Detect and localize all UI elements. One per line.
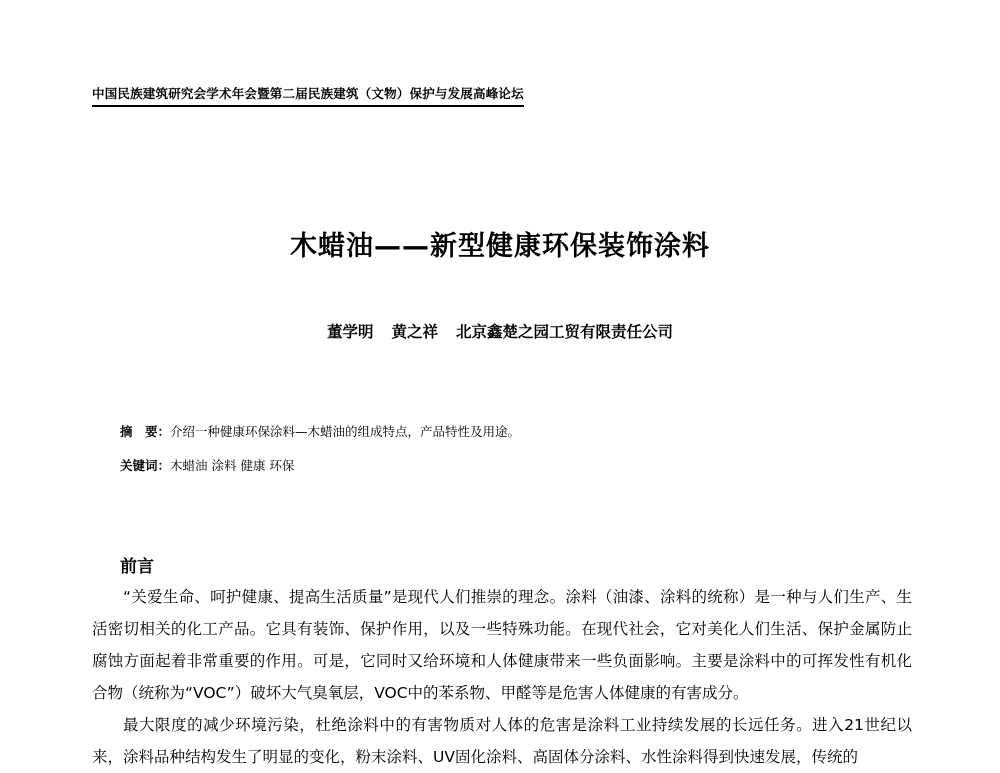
abstract-text: 介绍一种健康环保涂料—木蜡油的组成特点，产品特性及用途。 — [170, 424, 521, 439]
author-line — [0, 320, 1000, 342]
paragraph: 最大限度的减少环境污染，杜绝涂料中的有害物质对人体的危害是涂料工业持续发展的长远任务。进入21世纪以来，涂料品种结构发生了明显的变化，粉末涂料、UV固化涂料、高固体分涂料、水性涂料得到快速发展，传统的 — [92, 716, 912, 766]
abstract-label: 摘 要： — [120, 424, 171, 439]
affiliation: 北京鑫楚之园工贸有限责任公司 — [456, 323, 674, 341]
author-name: 董学明 — [326, 323, 374, 341]
paragraph: “关爱生命、呵护健康、提高生活质量”是现代人们推崇的理念。涂料（油漆、涂料的统称）是一种与人们生产、生活密切相关的化工产品。它具有装饰、保护作用，以及一些特殊功能。在现代社会，它对美化人们生活、保护金属防止腐蚀方面起着非常重要的作用。可是，它同时又给环境和人体健康带来一些负面影响。主要是涂料中的可挥发性有机化合物（统称为“VOC”）破坏大气臭氧层，VOC中的苯系物、甲醛等是危害人体健康的有害成分。 — [92, 588, 912, 702]
keywords-text: 木蜡油 涂料 健康 环保 — [170, 458, 295, 473]
abstract — [120, 422, 520, 440]
keywords-label: 关键词： — [120, 458, 171, 473]
section-heading: 前言 — [120, 557, 154, 577]
author-name: 黄之祥 — [391, 323, 438, 341]
paper-title: 木蜡油——新型健康环保装饰涂料 — [290, 231, 710, 262]
body-text — [92, 581, 912, 773]
keywords — [120, 456, 294, 474]
running-header: 中国民族建筑研究会学术年会暨第二届民族建筑（文物）保护与发展高峰论坛 — [92, 84, 524, 107]
